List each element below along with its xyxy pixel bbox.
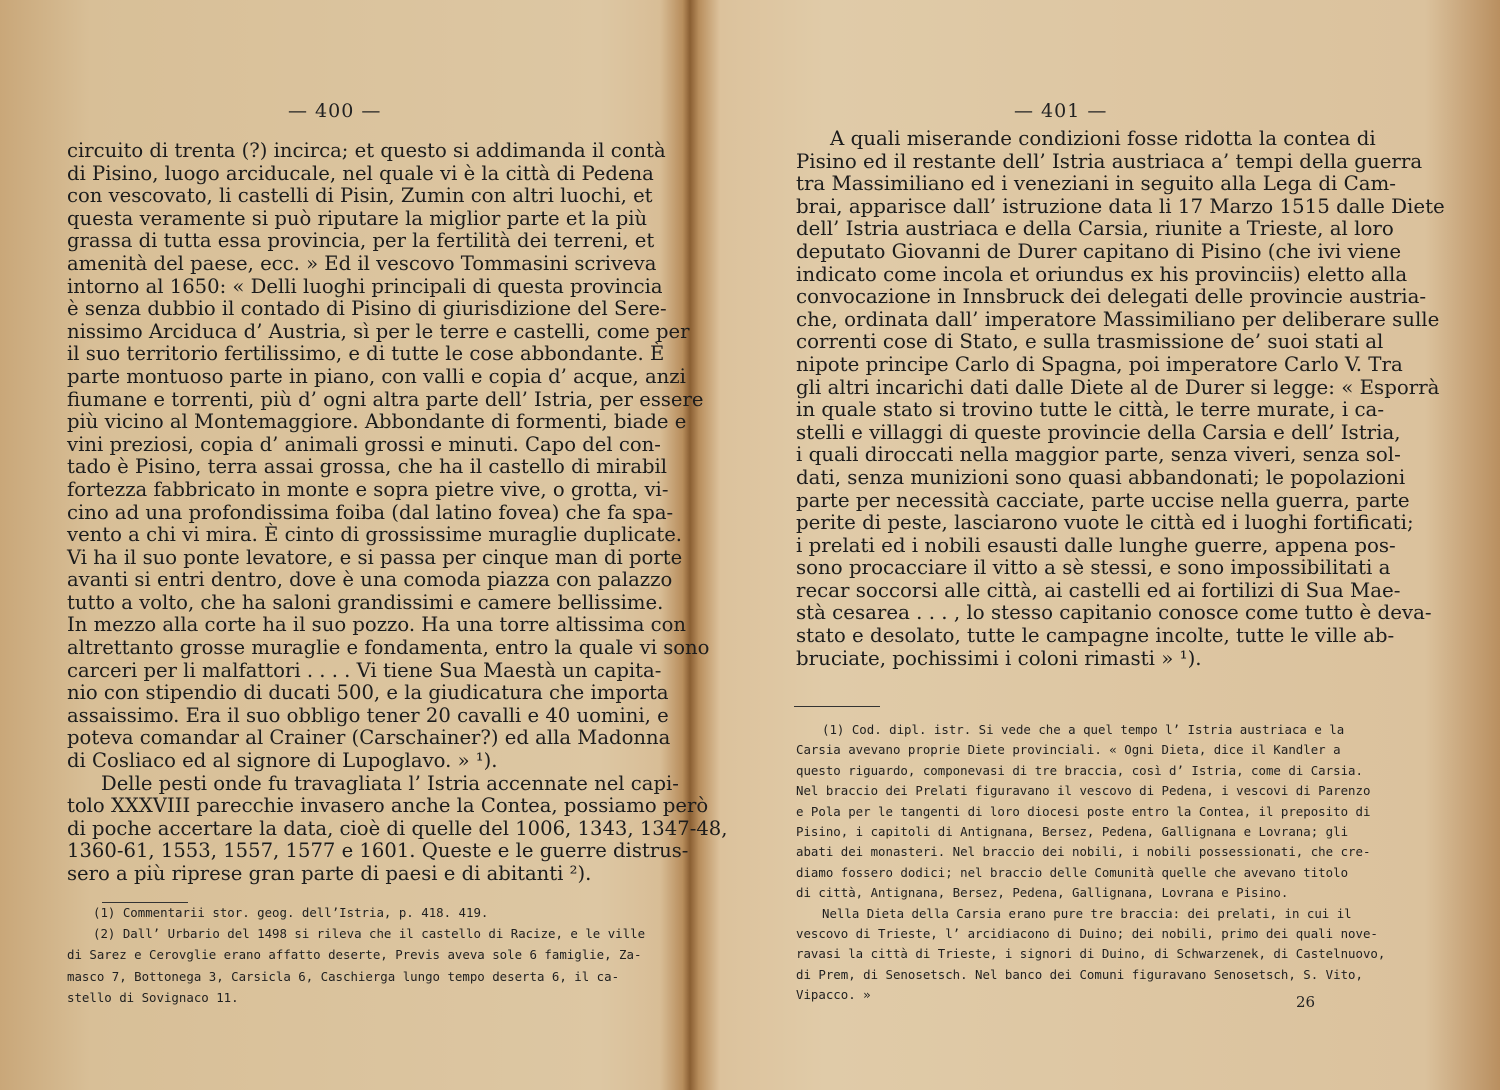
- footnote-line: abati dei monasteri. Nel braccio dei nobili, i nobili possessionati, che cre-: [796, 844, 1371, 860]
- text-line: fortezza fabbricato in monte e sopra pietre vive, o grotta, vi-: [67, 477, 669, 501]
- text-line: intorno al 1650: « Delli luoghi principali di questa provincia: [67, 274, 663, 298]
- text-line: avanti si entri dentro, dove è una comoda piazza con palazzo: [67, 568, 673, 592]
- text-line: di Cosliaco ed al signore di Lupoglavo. » ¹).: [67, 749, 498, 773]
- text-line: grassa di tutta essa provincia, per la fertilità dei terreni, et: [67, 229, 655, 253]
- footnote-line: stello di Sovignaco 11.: [67, 989, 239, 1005]
- footnote-line: (1) Commentarii stor. geog. dell’Istria, p. 418. 419.: [93, 905, 489, 920]
- text-line: tutto a volto, che ha saloni grandissimi e camere bellissime.: [67, 590, 664, 614]
- footnote-line: ravasi la città di Trieste, i signori di Duino, di Schwarzenek, di Castelnuovo,: [796, 946, 1386, 962]
- footnote-line: Nella Dieta della Carsia erano pure tre braccia: dei prelati, in cui il: [822, 905, 1352, 921]
- text-line: i prelati ed i nobili esausti dalle lunghe guerre, appena pos-: [796, 533, 1396, 557]
- footnote-line: (1) Cod. dipl. istr. Si vede che a quel tempo l’ Istria austriaca e la: [822, 722, 1345, 737]
- text-line: Delle pesti onde fu travagliata l’ Istria accennate nel capi-: [101, 771, 679, 795]
- text-line: con vescovato, li castelli di Pisin, Zumin con altri luochi, et: [67, 184, 653, 208]
- text-line: tra Massimiliano ed i veneziani in seguito alla Lega di Cam-: [796, 172, 1396, 196]
- text-line: brai, apparisce dall’ istruzione data li 17 Marzo 1515 dalle Diete: [796, 194, 1445, 218]
- footnotes: [67, 902, 646, 1008]
- footnote-line: di città, Antignana, Bersez, Pedena, Gallignana, Lovrana e Pisino.: [796, 885, 1289, 901]
- text-line: di Pisino, luogo arciducale, nel quale vi è la città di Pedena: [67, 161, 654, 185]
- body-text: [67, 139, 728, 886]
- text-line: sono procacciare il vitto a sè stessi, e sono impossibilitati a: [796, 556, 1391, 580]
- footnote-line: Pisino, i capitoli di Antignana, Bersez, Pedena, Gallignana e Lovrana; gli: [796, 824, 1349, 840]
- text-line: fiumane e torrenti, più d’ ogni altra parte dell’ Istria, per essere: [67, 387, 704, 411]
- text-line: è senza dubbio il contado di Pisino di giurisdizione del Sere-: [67, 297, 667, 321]
- text-line: amenità del paese, ecc. » Ed il vescovo Tommasini scriveva: [67, 251, 657, 275]
- text-line: nissimo Arciduca d’ Austria, sì per le terre e castelli, come per: [67, 319, 690, 343]
- text-line: nipote principe Carlo di Spagna, poi imperatore Carlo V. Tra: [796, 352, 1403, 376]
- text-line: tolo XXXVIII parecchie invasero anche la Contea, possiamo però: [67, 794, 709, 818]
- text-line: In mezzo alla corte ha il suo pozzo. Ha una torre altissima con: [67, 613, 686, 637]
- text-line: indicato come incola et oriundus ex his provinciis) eletto alla: [796, 262, 1408, 286]
- footnote-line: di Sarez e Cerovglie erano affatto deserte, Previs aveva sole 6 famiglie, Za-: [67, 947, 642, 963]
- text-line: sero a più riprese gran parte di paesi e di abitanti ²).: [67, 862, 592, 885]
- text-line: poteva comandar al Crainer (Carschainer?) ed alla Madonna: [67, 726, 671, 750]
- footnote-line: Nel braccio dei Prelati figuravano il vescovo di Pedena, i vescovi di Parenzo: [796, 783, 1371, 799]
- footnote-line: Vipacco. »: [796, 987, 871, 1003]
- text-line: Vi ha il suo ponte levatore, e si passa per cinque man di porte: [67, 545, 683, 569]
- text-line: di poche accertare la data, cioè di quelle del 1006, 1343, 1347-48,: [67, 816, 728, 840]
- text-line: stà cesarea . . . , lo stesso capitanio conosce come tutto è deva-: [796, 601, 1432, 625]
- text-line: bruciate, pochissimi i coloni rimasti » ¹).: [796, 646, 1202, 670]
- text-line: gli altri incarichi dati dalle Diete al de Durer si legge: « Esporrà: [796, 375, 1440, 399]
- text-line: questa veramente si può riputare la miglior parte et la più: [67, 206, 648, 230]
- text-line: parte per necessità cacciate, parte uccise nella guerra, parte: [796, 488, 1410, 512]
- footnote-line: diamo fossero dodici; nel braccio delle Comunità quelle che avevano titolo: [796, 864, 1349, 880]
- text-line: parte montuoso parte in piano, con valli e copia d’ acque, anzi: [67, 364, 686, 388]
- text-line: circuito di trenta (?) incirca; et questo si addimanda il contà: [67, 139, 666, 162]
- text-line: dell’ Istria austriaca e della Carsia, riunite a Trieste, al loro: [796, 217, 1394, 241]
- left-page: [40, 0, 728, 1090]
- text-line: perite di peste, lasciarono vuote le città ed i luoghi fortificati;: [796, 511, 1414, 535]
- text-line: Pisino ed il restante dell’ Istria austriaca a’ tempi della guerra: [796, 149, 1423, 173]
- text-line: dati, senza munizioni sono quasi abbandonati; le popolazioni: [796, 465, 1406, 489]
- text-line: i quali diroccati nella maggior parte, senza viveri, senza sol-: [796, 443, 1401, 467]
- body-text: [796, 127, 1445, 670]
- text-line: deputato Giovanni de Durer capitano di Pisino (che ivi viene: [796, 239, 1402, 263]
- footnote-line: Carsia avevano proprie Diete provinciali. « Ogni Dieta, dice il Kandler a: [796, 742, 1341, 758]
- text-line: 1360-61, 1553, 1557, 1577 e 1601. Queste e le guerre distrus-: [67, 839, 689, 863]
- text-line: stato e desolato, tutte le campagne incolte, tutte le ville ab-: [796, 624, 1395, 648]
- text-line: tado è Pisino, terra assai grossa, che ha il castello di mirabil: [67, 455, 668, 479]
- right-page: [700, 0, 1445, 1090]
- text-line: stelli e villaggi di queste provincie della Carsia e dell’ Istria,: [796, 420, 1401, 444]
- footnote-line: di Prem, di Senosetsch. Nel banco dei Comuni figuravano Senosetsch, S. Vito,: [796, 966, 1363, 982]
- signature-mark: 26: [1296, 993, 1316, 1011]
- text-line: assaissimo. Era il suo obbligo tener 20 cavalli e 40 uomini, e: [67, 703, 669, 727]
- footnote-line: vescovo di Trieste, l’ arcidiacono di Duino; dei nobili, primo dei quali nove-: [796, 926, 1378, 942]
- text-line: che, ordinata dall’ imperatore Massimiliano per deliberare sulle: [796, 307, 1440, 331]
- text-line: convocazione in Innsbruck dei delegati delle provincie austria-: [796, 285, 1427, 309]
- footnote-rule: [794, 706, 880, 707]
- page-number: — 400 —: [288, 100, 382, 122]
- text-line: più vicino al Montemaggiore. Abbondante di formenti, biade e: [67, 410, 687, 434]
- text-line: altrettanto grosse muraglie e fondamenta, entro la quale vi sono: [67, 636, 710, 660]
- text-line: vento a chi vi mira. È cinto di grossissime muraglie duplicate.: [67, 523, 683, 547]
- text-line: in quale stato si trovino tutte le città, le terre murate, i ca-: [796, 398, 1385, 422]
- footnote-line: (2) Dall’ Urbario del 1498 si rileva che il castello di Racize, e le ville: [93, 926, 646, 942]
- page-number: — 401 —: [1014, 100, 1108, 122]
- text-line: il suo territorio fertilissimo, e di tutte le cose abbondante. È: [67, 342, 665, 366]
- text-line: vini preziosi, copia d’ animali grossi e minuti. Capo del con-: [67, 432, 661, 456]
- text-line: A quali miserande condizioni fosse ridotta la contea di: [830, 127, 1376, 150]
- text-line: recar soccorsi alle città, ai castelli ed ai fortilizi di Sua Mae-: [796, 578, 1401, 602]
- text-line: cino ad una profondissima foiba (dal latino fovea) che fa spa-: [67, 500, 674, 524]
- text-line: nio con stipendio di ducati 500, e la giudicatura che importa: [67, 681, 669, 705]
- text-line: correnti cose di Stato, e sulla trasmissione de’ suoi stati al: [796, 330, 1384, 354]
- text-line: carceri per li malfattori . . . . Vi tiene Sua Maestà un capita-: [67, 658, 662, 682]
- footnote-line: masco 7, Bottonega 3, Carsicla 6, Caschierga lungo tempo deserta 6, il ca-: [67, 968, 620, 984]
- footnotes: [796, 720, 1386, 1006]
- footnote-line: questo riguardo, componevasi di tre braccia, così d’ Istria, come di Carsia.: [796, 762, 1363, 778]
- footnote-line: e Pola per le tangenti di loro diocesi poste entro la Contea, il preposito di: [796, 803, 1371, 819]
